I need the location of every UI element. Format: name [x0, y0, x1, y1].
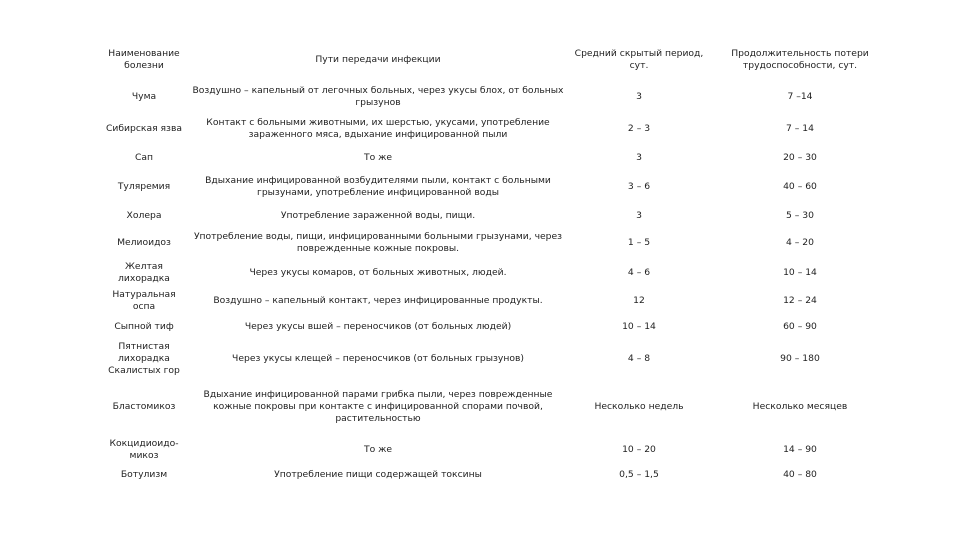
cell-name: Пятнистая лихорадка Скалистых гор [108, 341, 180, 376]
header-disability: Продолжительность потери трудоспособности, сут. [731, 48, 869, 71]
cell-route: То же [363, 443, 393, 455]
cell-route: То же [363, 152, 393, 163]
header-name: Наименование болезни [108, 48, 180, 71]
cell-name: Натуральная оспа [112, 289, 176, 312]
table-row [100, 288, 890, 314]
header-incubation: Средний скрытый период, сут. [574, 48, 704, 71]
table-header-row [100, 39, 890, 81]
cell-route: Вдыхание инфицированной возбудителями пыли, контакт с больными грызунами, употребление инфицированной воды [205, 175, 551, 198]
cell-disability: 5 – 30 [786, 210, 814, 221]
cell-route: Вдыхание инфицированной парами грибка пыли, через поврежденные кожные покровы при контакте с инфицированной спорами почвой, растительностью [203, 389, 553, 424]
table-row [100, 340, 890, 378]
cell-incubation: 3 [636, 91, 642, 102]
cell-incubation: 3 [636, 152, 642, 163]
cell-name: Сибирская язва [106, 123, 182, 134]
cell-disability: Несколько месяцев [752, 401, 848, 412]
cell-disability: 40 – 60 [783, 181, 817, 192]
cell-name: Сыпной тиф [114, 321, 174, 332]
cell-name: Мелиоидоз [117, 237, 171, 248]
cell-name: Желтая лихорадка [118, 260, 170, 284]
cell-disability: 40 – 80 [783, 469, 817, 480]
cell-name: Сап [134, 152, 154, 163]
infection-table [100, 39, 890, 487]
table-row [100, 145, 890, 171]
cell-disability: 12 – 24 [783, 295, 817, 306]
table-row [100, 171, 890, 203]
table-row [100, 113, 890, 145]
cell-incubation: 12 [633, 295, 645, 306]
cell-route: Воздушно – капельный от легочных больных, через укусы блох, от больных грызунов [192, 85, 564, 108]
cell-disability: 90 – 180 [780, 353, 820, 364]
cell-incubation: 2 – 3 [627, 123, 651, 134]
cell-incubation: 3 – 6 [627, 181, 651, 192]
cell-incubation: 3 [636, 210, 642, 221]
cell-route: Употребление пищи содержащей токсины [274, 469, 482, 480]
cell-name: Кокцидиоидо- микоз [109, 437, 179, 461]
cell-route: Контакт с больными животными, их шерстью, укусами, употребление зараженного мяса, вдыхание инфицированной пыли [206, 117, 550, 140]
cell-disability: 10 – 14 [783, 266, 817, 278]
cell-name: Туляремия [117, 181, 171, 192]
cell-incubation: 4 – 6 [627, 266, 651, 278]
cell-disability: 7 – 14 [786, 123, 814, 134]
table-row [100, 257, 890, 288]
table-row [100, 314, 890, 340]
cell-incubation: 4 – 8 [627, 353, 651, 364]
cell-disability: 4 – 20 [786, 237, 814, 248]
cell-disability: 7 –14 [787, 91, 813, 102]
cell-incubation: Несколько недель [594, 401, 684, 412]
cell-route: Употребление воды, пищи, инфицированными больными грызунами, через поврежденные кожные покровы. [193, 231, 563, 254]
table-row [100, 203, 890, 229]
cell-route: Через укусы клещей – переносчиков (от больных грызунов) [232, 353, 524, 364]
table-row [100, 463, 890, 487]
cell-route: Воздушно – капельный контакт, через инфицированные продукты. [213, 295, 543, 306]
cell-name: Холера [126, 210, 162, 221]
cell-incubation: 0,5 – 1,5 [619, 469, 659, 480]
table-row [100, 436, 890, 463]
header-route: Пути передачи инфекции [315, 54, 441, 65]
cell-disability: 20 – 30 [783, 152, 817, 163]
cell-name: Чума [131, 91, 157, 102]
cell-disability: 60 – 90 [783, 321, 817, 332]
table-row [100, 81, 890, 113]
cell-route: Через укусы комаров, от больных животных, людей. [249, 266, 507, 278]
cell-name: Ботулизм [120, 469, 168, 480]
cell-name: Бластомикоз [112, 401, 176, 412]
table-row [100, 229, 890, 257]
cell-incubation: 10 – 14 [622, 321, 656, 332]
cell-disability: 14 – 90 [783, 443, 817, 455]
cell-route: Через укусы вшей – переносчиков (от больных людей) [244, 321, 512, 332]
cell-incubation: 10 – 20 [622, 443, 656, 455]
table-row [100, 378, 890, 436]
cell-incubation: 1 – 5 [627, 237, 651, 248]
cell-route: Употребление зараженной воды, пищи. [280, 210, 476, 221]
